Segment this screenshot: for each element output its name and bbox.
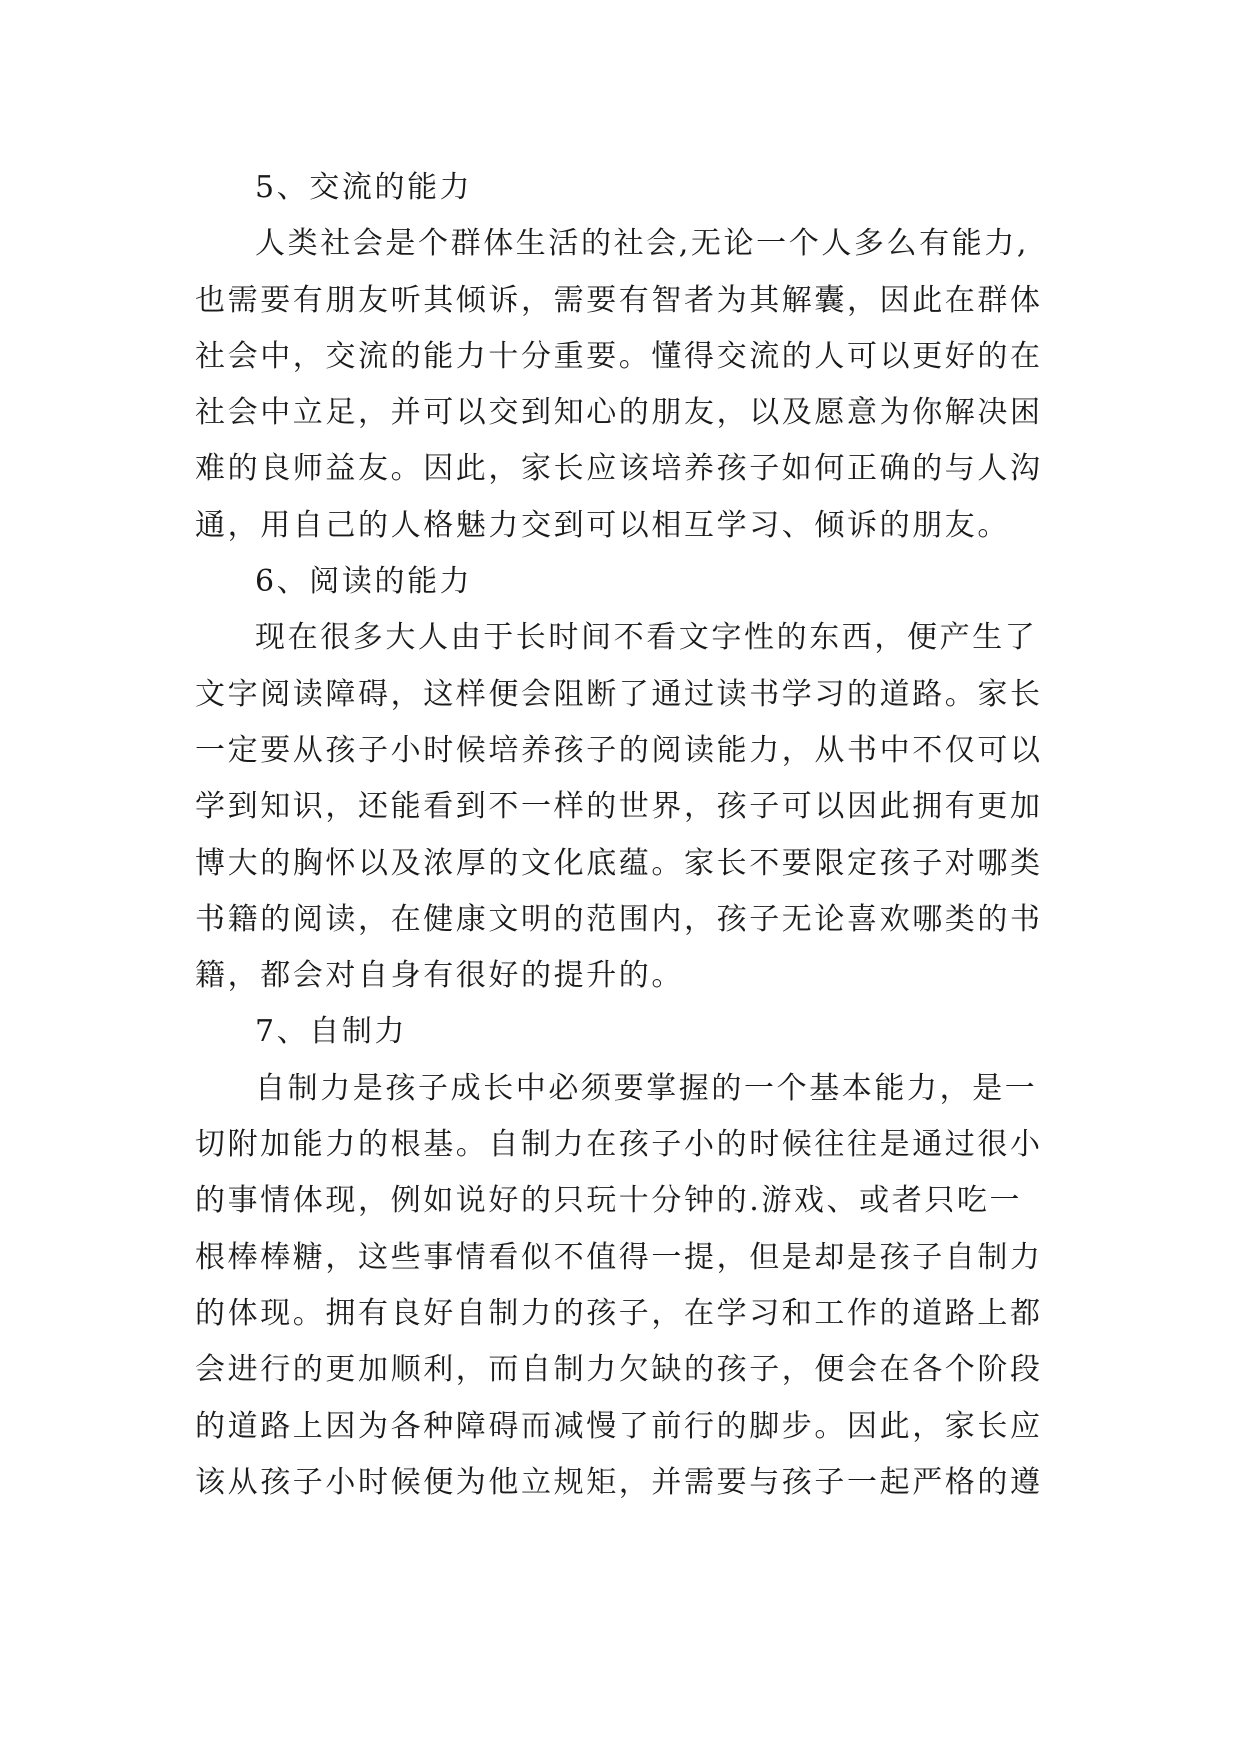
paragraph-line: 通，用自己的人格魅力交到可以相互学习、倾诉的朋友。 [195, 507, 1010, 543]
paragraph-line: 的体现。拥有良好自制力的孩子，在学习和工作的道路上都 [195, 1295, 1043, 1331]
document-body [195, 160, 1055, 1511]
paragraph-line: 博大的胸怀以及浓厚的文化底蕴。家长不要限定孩子对哪类 [195, 845, 1043, 881]
section-heading: 7、自制力 [255, 1014, 408, 1050]
paragraph-line: 人类社会是个群体生活的社会,无论一个人多么有能力, [255, 226, 1030, 262]
paragraph-line: 根棒棒糖，这些事情看似不值得一提，但是却是孩子自制力 [195, 1239, 1043, 1275]
paragraph-line: 切附加能力的根基。自制力在孩子小的时候往往是通过很小 [195, 1127, 1043, 1163]
paragraph-line: 会进行的更加顺利，而自制力欠缺的孩子，便会在各个阶段 [195, 1352, 1043, 1388]
paragraph-line: 难的良师益友。因此，家长应该培养孩子如何正确的与人沟 [195, 451, 1043, 487]
paragraph-line: 该从孩子小时候便为他立规矩，并需要与孩子一起严格的遵 [195, 1464, 1043, 1500]
paragraph-line: 学到知识，还能看到不一样的世界，孩子可以因此拥有更加 [195, 789, 1043, 825]
section-heading: 5、交流的能力 [255, 170, 473, 205]
paragraph-line: 书籍的阅读，在健康文明的范围内，孩子无论喜欢哪类的书 [195, 901, 1043, 937]
paragraph-line: 现在很多大人由于长时间不看文字性的东西，便产生了 [255, 620, 1038, 656]
paragraph-line: 文字阅读障碍，这样便会阻断了通过读书学习的道路。家长 [195, 676, 1043, 712]
paragraph-line: 社会中立足，并可以交到知心的朋友，以及愿意为你解决困 [195, 395, 1043, 431]
paragraph-line: 社会中，交流的能力十分重要。懂得交流的人可以更好的在 [195, 338, 1043, 374]
section-heading: 6、阅读的能力 [255, 564, 473, 600]
paragraph-line: 自制力是孩子成长中必须要掌握的一个基本能力，是一 [255, 1070, 1038, 1106]
paragraph-line: 一定要从孩子小时候培养孩子的阅读能力，从书中不仅可以 [195, 732, 1043, 768]
paragraph-line: 籍，都会对自身有很好的提升的。 [195, 958, 684, 994]
paragraph-line: 的事情体现，例如说好的只玩十分钟的.游戏、或者只吃一 [195, 1183, 1023, 1219]
paragraph-line: 的道路上因为各种障碍而减慢了前行的脚步。因此，家长应 [195, 1408, 1043, 1444]
paragraph-line: 也需要有朋友听其倾诉，需要有智者为其解囊，因此在群体 [195, 282, 1043, 318]
